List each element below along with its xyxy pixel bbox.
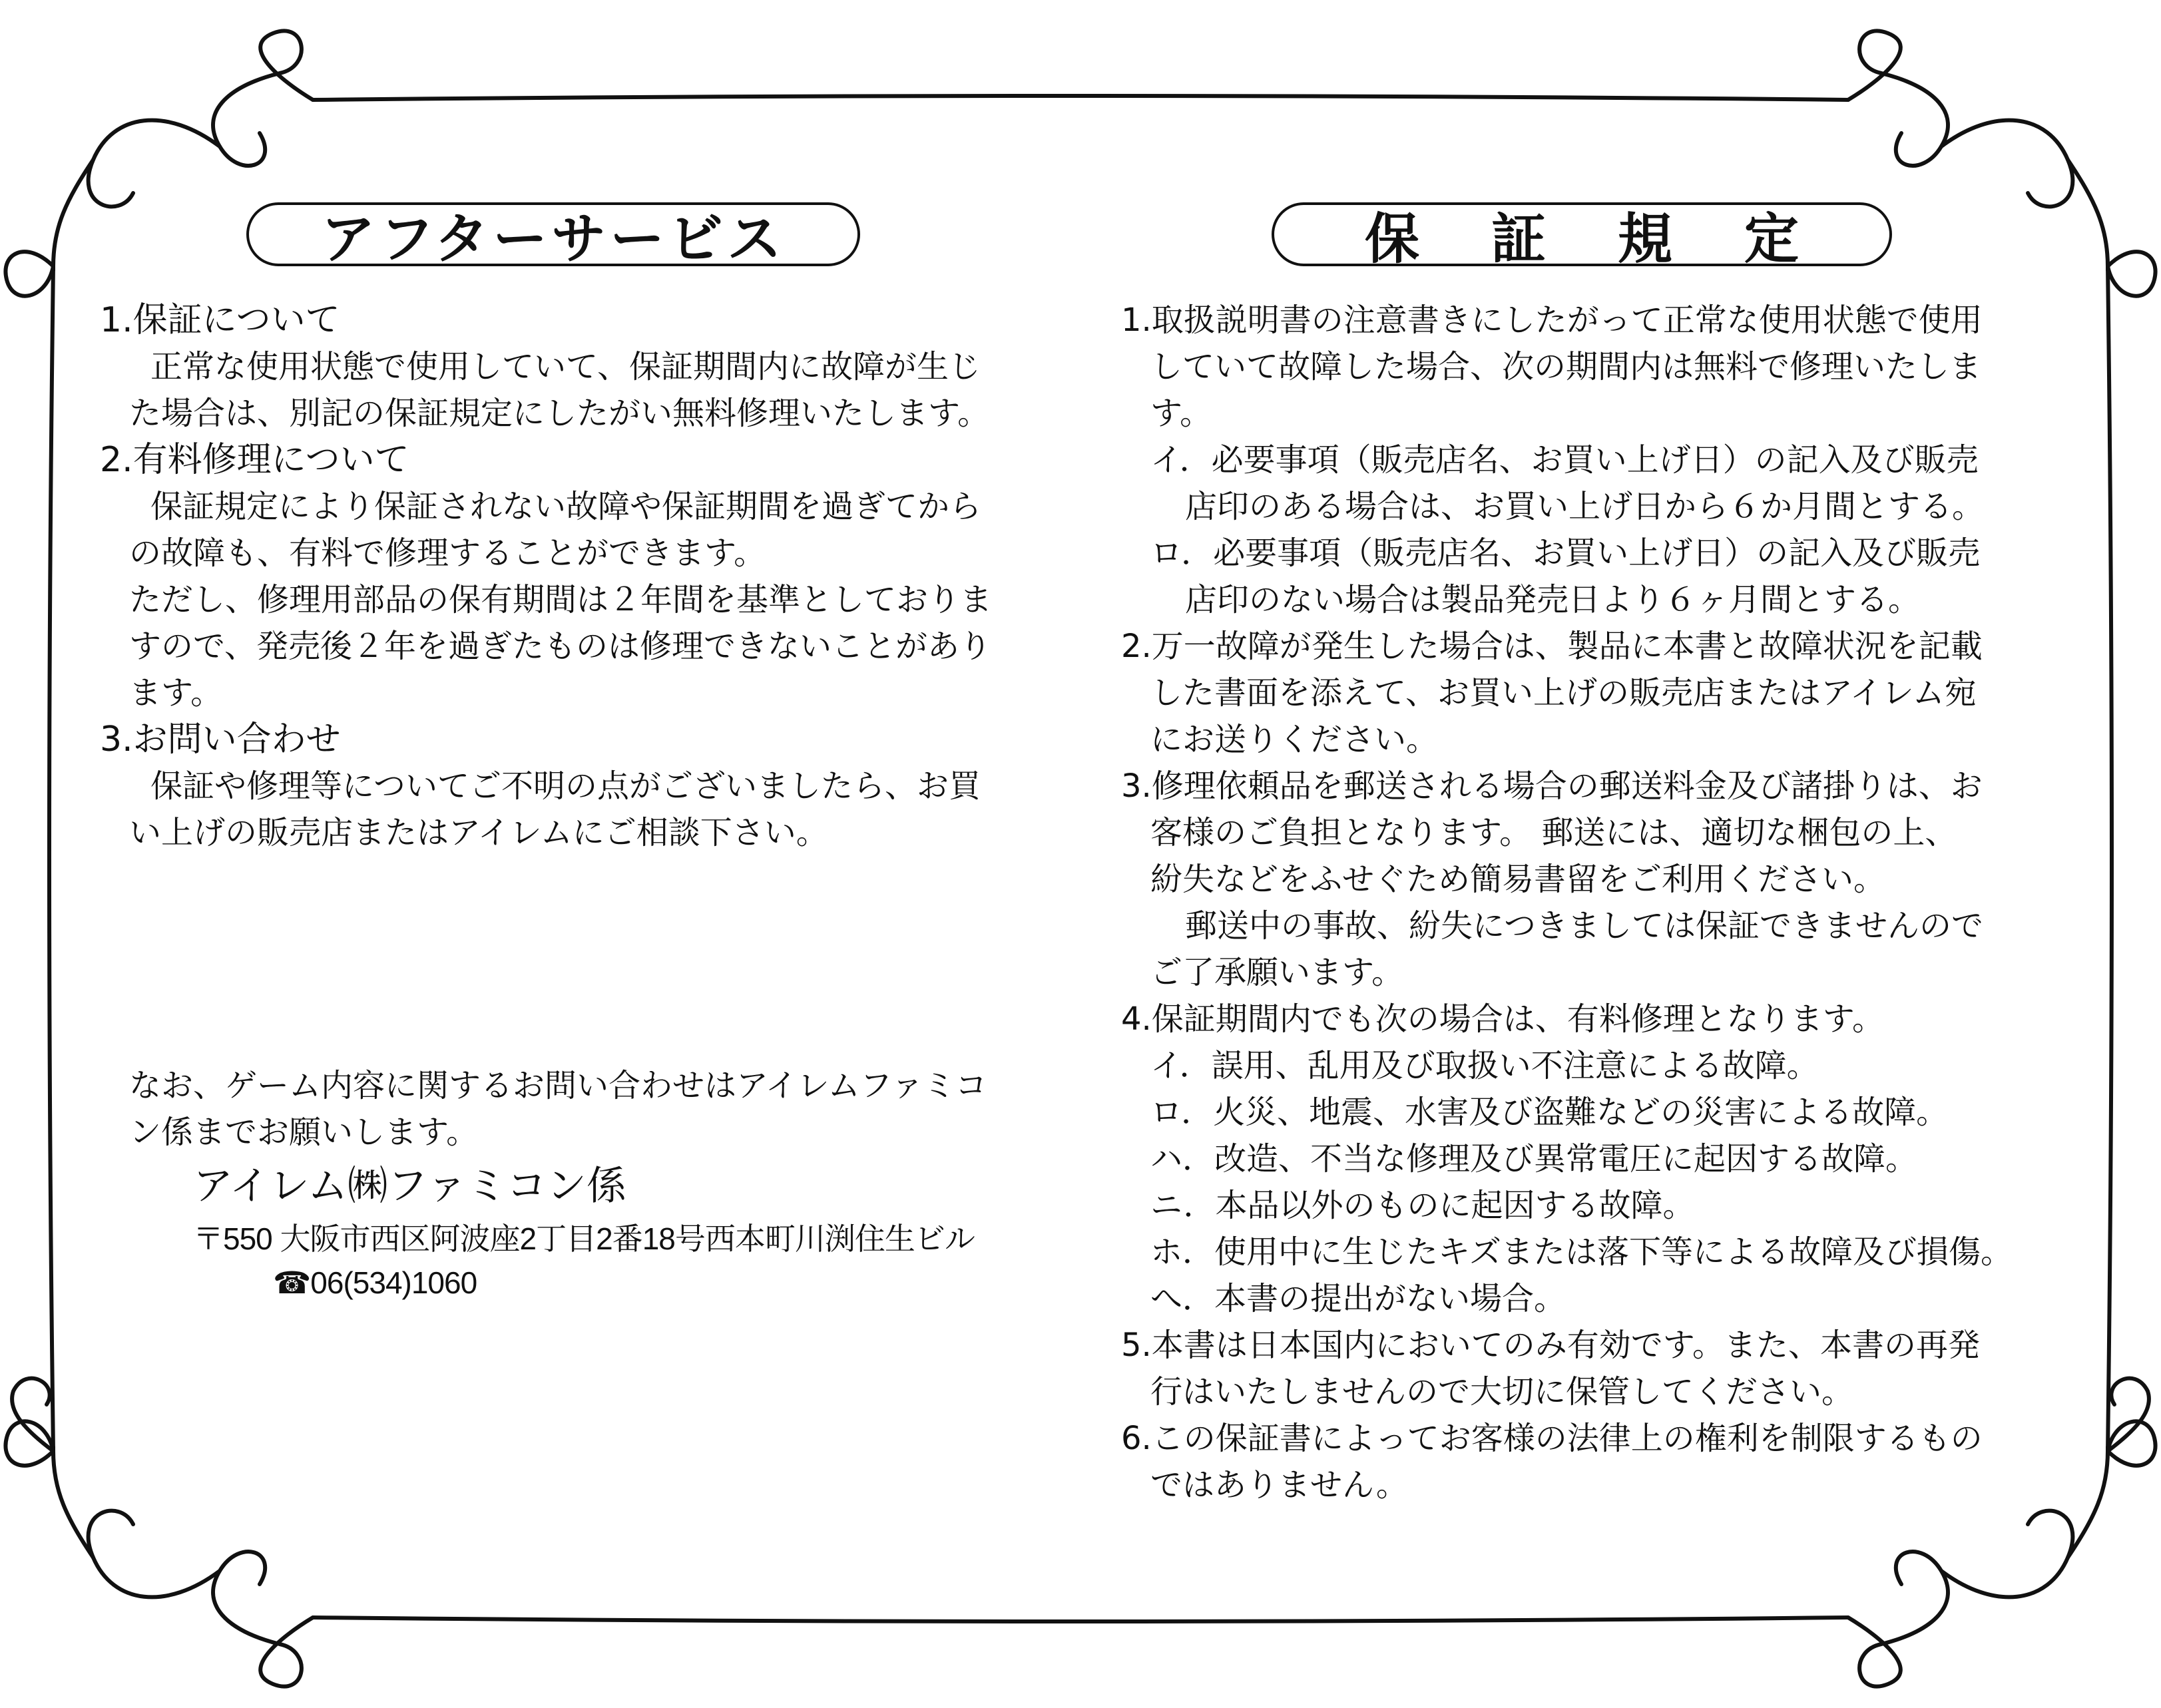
text-line: 店印のない場合は製品発売日より６ヶ月間とする。: [1185, 581, 1921, 618]
section-heading: 3.お問い合わせ: [100, 720, 341, 759]
after-service-title: [246, 202, 860, 271]
text-line: すので、発売後２年を過ぎたものは修理できないことがあり: [129, 628, 992, 665]
text-line: す。: [1150, 395, 1212, 432]
sub-item: ニ．本品以外のものに起因する故障。: [1150, 1187, 1695, 1224]
rule-item: 6.この保証書によってお客様の法律上の権利を制限するもの: [1121, 1420, 1983, 1457]
spacer: [100, 856, 1072, 1062]
note-line: なお、ゲーム内容に関するお問い合わせはアイレムファミコ: [129, 1067, 987, 1104]
rule-item: 3.修理依頼品を郵送される場合の郵送料金及び諸掛りは、お: [1121, 767, 1983, 805]
sub-item: ホ．使用中に生じたキズまたは落下等による故障及び損傷。: [1150, 1233, 2013, 1271]
rule-item: 4.保証期間内でも次の場合は、有料修理となります。: [1121, 1000, 1884, 1038]
sub-item: ハ．改造、不当な修理及び異常電圧に起因する故障。: [1150, 1140, 1918, 1177]
sub-item: ロ．火災、地震、水害及び盗難などの災害による故障。: [1150, 1094, 1949, 1131]
company-address: 〒550 大阪市西区阿波座2丁目2番18号西本町川渕住生ビル: [193, 1221, 975, 1256]
text-line: い上げの販売店またはアイレムにご相談下さい。: [129, 814, 828, 851]
rule-item: 2.万一故障が発生した場合は、製品に本書と故障状況を記載: [1121, 628, 1983, 665]
text-line: ご了承願います。: [1150, 954, 1404, 991]
sub-item: イ．誤用、乱用及び取扱い不注意による故障。: [1150, 1047, 1819, 1084]
text-line: ます。: [129, 674, 223, 712]
warranty-rules-title-text: 保証規定: [1364, 207, 1871, 271]
warranty-rules-title: [1272, 202, 1892, 271]
text-line: 紛失などをふせぐため簡易書留をご利用ください。: [1150, 861, 1886, 898]
after-service-section: [100, 297, 1072, 1305]
text-line: た場合は、別記の保証規定にしたがい無料修理いたします。: [129, 395, 990, 432]
text-line: 正常な使用状態で使用していて、保証期間内に故障が生じ: [150, 348, 981, 385]
text-line: していて故障した場合、次の期間内は無料で修理いたしま: [1150, 348, 1982, 385]
text-line: 保証や修理等についてご不明の点がございましたら、お買: [150, 767, 981, 805]
after-service-title-text: アフターサービス: [320, 207, 786, 271]
text-line: ではありません。: [1150, 1466, 1408, 1504]
company-name: アイレム㈱ファミコン係: [193, 1163, 626, 1209]
rule-item: 5.本書は日本国内においてのみ有効です。また、本書の再発: [1121, 1327, 1980, 1364]
text-line: の故障も、有料で修理することができます。: [129, 534, 766, 572]
section-heading: 1.保証について: [100, 300, 340, 340]
text-line: 保証規定により保証されない故障や保証期間を過ぎてから: [150, 488, 982, 525]
note-line: ン係までお願いします。: [129, 1114, 479, 1151]
sub-item: へ．本書の提出がない場合。: [1150, 1280, 1566, 1317]
text-line: した書面を添えて、お買い上げの販売店またはアイレム宛: [1150, 674, 1977, 712]
rule-item: 1.取扱説明書の注意書きにしたがって正常な使用状態で使用: [1121, 302, 1983, 339]
text-line: 郵送中の事故、紛失につきましては保証できませんので: [1185, 907, 1984, 945]
section-heading: 2.有料修理について: [100, 440, 409, 480]
text-line: ただし、修理用部品の保有期間は２年間を基準としておりま: [129, 581, 993, 618]
text-line: 店印のある場合は、お買い上げ日から６か月間とする。: [1185, 488, 1985, 525]
text-line: 客様のご負担となります。 郵送には、適切な梱包の上、: [1150, 814, 1957, 851]
text-line: にお送りください。: [1150, 721, 1439, 758]
warranty-rules-section: [1121, 297, 2093, 1508]
company-phone: ☎06(534)1060: [273, 1265, 477, 1300]
sub-item: イ．必要事項（販売店名、お買い上げ日）の記入及び販売: [1150, 441, 1979, 479]
sub-item: ロ．必要事項（販売店名、お買い上げ日）の記入及び販売: [1150, 534, 1981, 572]
text-line: 行はいたしませんので大切に保管してください。: [1150, 1373, 1854, 1410]
